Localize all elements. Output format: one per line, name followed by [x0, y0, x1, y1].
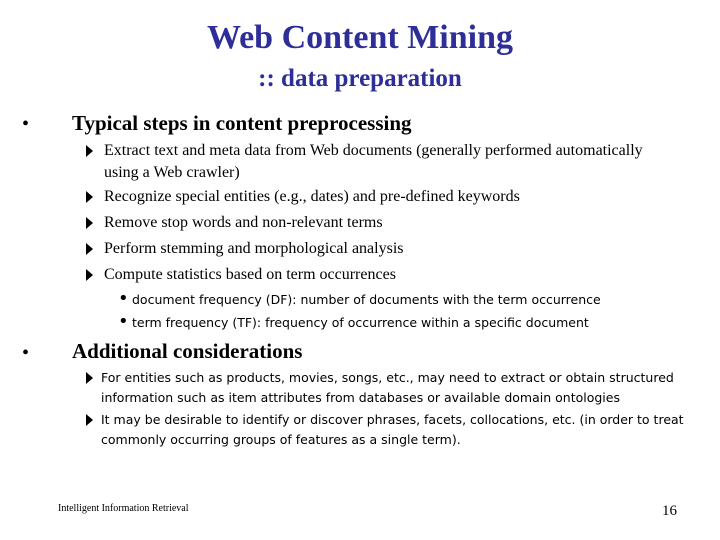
triangle-bullet-icon	[86, 145, 93, 157]
page-number: 16	[662, 503, 677, 519]
section-heading-additional-considerations: Additional considerations	[72, 339, 303, 363]
triangle-bullet-icon	[86, 217, 93, 229]
bullet-icon: •	[22, 342, 30, 364]
triangle-bullet-icon	[86, 414, 93, 426]
slide-subtitle: :: data preparation	[258, 65, 462, 92]
footer-text: Intelligent Information Retrieval	[58, 503, 189, 514]
slide-title: Web Content Mining	[206, 19, 514, 56]
triangle-bullet-icon	[86, 269, 93, 281]
triangle-bullet-icon	[86, 243, 93, 255]
bullet-icon: •	[118, 311, 129, 332]
triangle-bullet-icon	[86, 372, 93, 384]
bullet-icon: •	[22, 113, 30, 135]
bullet-icon: •	[118, 288, 129, 309]
triangle-bullet-icon	[86, 191, 93, 203]
section-heading-content-preprocessing: Typical steps in content preprocessing	[72, 111, 412, 135]
